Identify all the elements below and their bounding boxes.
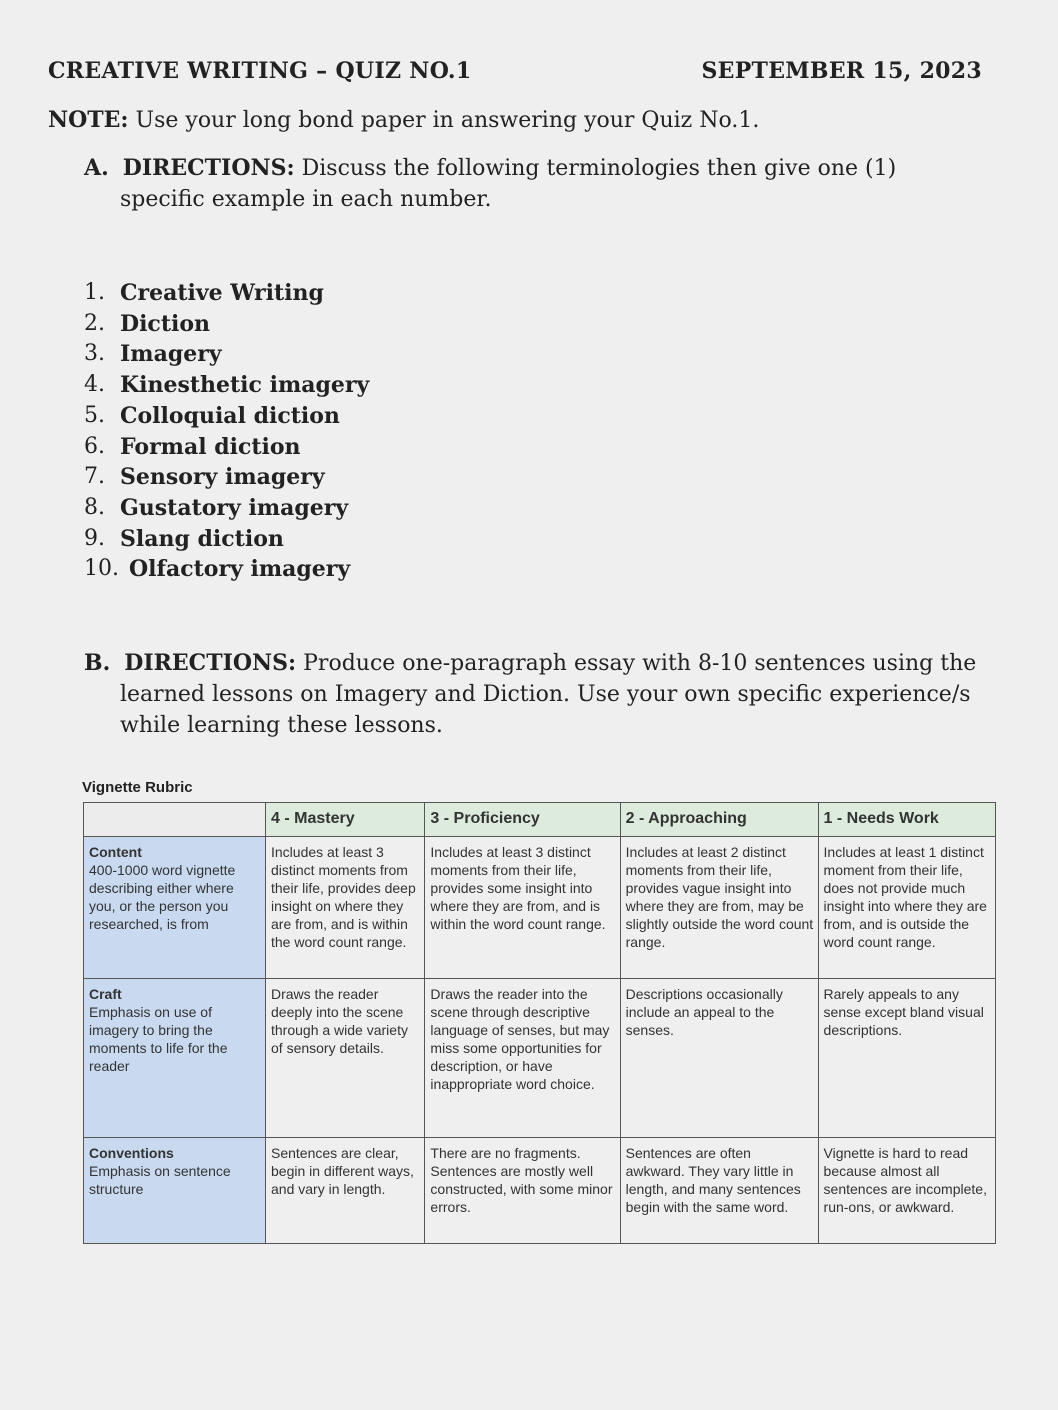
list-item (84, 524, 369, 555)
quiz-date: SEPTEMBER 15, 2023 (701, 58, 982, 84)
list-item (84, 401, 369, 432)
term-number: 2. (84, 310, 105, 336)
rubric-cell: Sentences are clear, begin in different ways, and vary in length. (266, 1138, 425, 1244)
rubric-cell: Draws the reader deeply into the scene through a wide variety of sensory details. (266, 979, 425, 1138)
list-item (84, 493, 369, 524)
rubric-header-row (84, 803, 996, 837)
terms-list (84, 278, 369, 585)
term-number: 6. (84, 433, 105, 459)
note-text: Use your long bond paper in answering your Quiz No.1. (128, 108, 760, 133)
table-row (84, 979, 996, 1138)
term-number: 7. (84, 464, 105, 490)
section-a-text: Discuss the following terminologies then give one (1) specific example in each number. (120, 156, 897, 212)
rubric-column-header: 2 - Approaching (620, 803, 818, 837)
term-number: 9. (84, 525, 105, 551)
term-label: Creative Writing (120, 280, 324, 306)
criterion-name: Conventions (89, 1145, 174, 1161)
section-a (84, 153, 984, 215)
rubric-cell: There are no fragments. Sentences are mostly well constructed, with some minor errors. (425, 1138, 620, 1244)
list-item (84, 432, 369, 463)
criterion-name: Craft (89, 986, 122, 1002)
section-a-label: DIRECTIONS: (122, 155, 295, 181)
rubric-column-header: 4 - Mastery (266, 803, 425, 837)
rubric-cell: Includes at least 1 distinct moment from their life, does not provide much insight into where they are from, and is outside the word count range. (818, 837, 995, 979)
rubric-cell: Vignette is hard to read because almost all sentences are incomplete, run-ons, or awkward. (818, 1138, 995, 1244)
criterion-description: 400-1000 word vignette describing either where you, or the person you researched, is from (89, 862, 236, 932)
term-number: 1. (84, 280, 105, 305)
rubric-cell: Rarely appeals to any sense except bland visual descriptions. (818, 979, 995, 1138)
term-number: 10. (84, 556, 119, 582)
rubric-cell: Includes at least 3 distinct moments from their life, provides deep insight on where they are from, and is within the word count range. (266, 837, 425, 979)
rubric-criterion-cell (84, 1138, 266, 1244)
list-item (84, 339, 369, 370)
term-label: Gustatory imagery (120, 494, 349, 521)
rubric-corner-cell (84, 803, 266, 837)
term-label: Kinesthetic imagery (120, 372, 370, 399)
section-b-letter: B. (84, 650, 111, 676)
rubric-table (83, 802, 996, 1244)
quiz-title: CREATIVE WRITING – QUIZ NO.1 (48, 58, 472, 84)
term-number: 4. (84, 372, 105, 398)
section-b-text: Produce one-paragraph essay with 8-10 sentences using the learned lessons on Imagery and Diction. Use your own specific experience/s while learning these lessons. (120, 651, 977, 738)
rubric-column-header: 1 - Needs Work (818, 803, 995, 837)
rubric-criterion-cell (84, 837, 266, 979)
term-label: Imagery (120, 341, 222, 368)
term-label: Olfactory imagery (129, 556, 351, 583)
term-number: 8. (84, 494, 105, 520)
term-number: 5. (84, 402, 105, 428)
criterion-description: Emphasis on use of imagery to bring the moments to life for the reader (89, 1004, 228, 1074)
section-b (84, 648, 984, 741)
term-label: Sensory imagery (120, 464, 325, 491)
section-a-letter: A. (84, 155, 109, 181)
list-item (84, 370, 369, 401)
quiz-header (48, 58, 982, 84)
list-item (84, 309, 369, 340)
rubric-cell: Includes at least 2 distinct moments from their life, provides vague insight into where they are from, may be slightly outside the word count range. (620, 837, 818, 979)
section-b-label: DIRECTIONS: (124, 650, 297, 676)
table-row (84, 1138, 996, 1244)
rubric-cell: Sentences are often awkward. They vary little in length, and many sentences begin with the same word. (620, 1138, 818, 1244)
rubric-column-header: 3 - Proficiency (425, 803, 620, 837)
list-item (84, 278, 369, 309)
rubric-cell: Draws the reader into the scene through descriptive language of senses, but may miss some opportunities for description, or have inappropriate word choice. (425, 979, 620, 1138)
table-row (84, 837, 996, 979)
note (48, 107, 759, 133)
criterion-name: Content (89, 844, 142, 860)
list-item (84, 554, 369, 585)
rubric-criterion-cell (84, 979, 266, 1138)
term-label: Colloquial diction (120, 402, 340, 429)
term-label: Formal diction (120, 433, 301, 460)
list-item (84, 462, 369, 493)
rubric-cell: Includes at least 3 distinct moments from their life, provides some insight into where they are from, and is within the word count range. (425, 837, 620, 979)
rubric-cell: Descriptions occasionally include an appeal to the senses. (620, 979, 818, 1138)
term-label: Slang diction (120, 525, 284, 552)
rubric-title: Vignette Rubric (82, 779, 193, 796)
criterion-description: Emphasis on sentence structure (89, 1163, 231, 1197)
term-number: 3. (84, 341, 105, 367)
note-label: NOTE: (48, 107, 129, 133)
term-label: Diction (120, 310, 211, 337)
